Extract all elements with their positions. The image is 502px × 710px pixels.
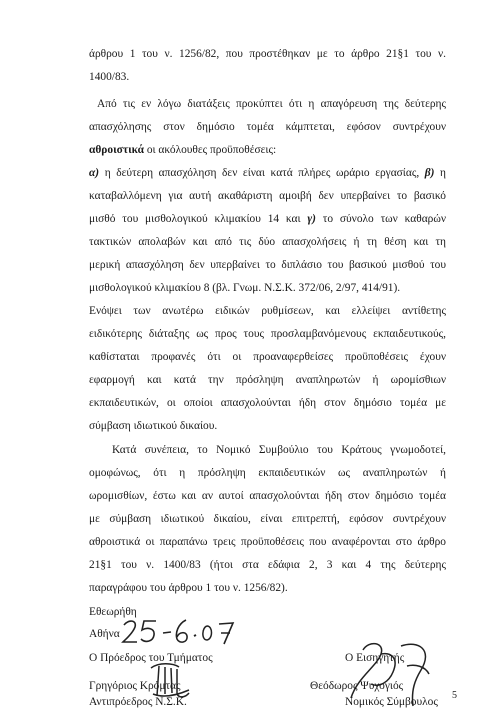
condition-text-a: η δεύτερη απασχόληση δεν είναι κατά πλήρες ωράριο εργασίας, xyxy=(99,167,425,179)
condition-line-4: τακτικών απολαβών και από τις δύο απασχολήσεις ή τη θέση και τη xyxy=(89,236,446,248)
paragraph-4-line-4: με σύμβαση ιδιωτικού δικαίου, είναι επιτρεπτή, εφόσον συντρέχουν xyxy=(89,513,446,525)
paragraph-4-line-2: ομοφώνως, ότι η πρόσληψη εκπαιδευτικών ως αναπληρωτών ή xyxy=(89,467,446,479)
paragraph-2-line-3-rest: οι ακόλουθες προϋποθέσεις: xyxy=(143,144,277,156)
condition-line-3-start: μισθό του μισθολογικού κλιμακίου 14 και xyxy=(89,213,308,225)
condition-label-a: α) xyxy=(89,167,100,179)
condition-line-5: μερική απασχόληση δεν υπερβαίνει το διπλάσιο του βασικού μισθού του xyxy=(89,259,446,271)
handwritten-date xyxy=(120,616,238,646)
paragraph-3-line-4: εφαρμογή και κατά την πρόσληψη αναπληρωτών ή ωρομίσθιων xyxy=(89,374,446,386)
paragraph-4-line-6: 21§1 του ν. 1400/83 (ήτοι στα εδάφια 2, 3 και 4 της δεύτερης xyxy=(89,559,446,571)
condition-line-2: καταβαλλόμενη για αυτή ακαθάριστη αμοιβή δεν υπερβαίνει το βασικό xyxy=(89,190,446,202)
condition-text-b: η xyxy=(434,167,446,179)
emphasis-cumulatively: αθροιστικά xyxy=(89,144,144,156)
paragraph-3-line-2: ειδικότερης διάταξης ως προς τους προσλαμβανόμενους εκπαιδευτικούς, xyxy=(89,328,446,340)
condition-line-1 xyxy=(89,167,446,180)
paragraph-2-line-3 xyxy=(89,144,446,157)
paragraph-4-line-5: αθροιστικά οι παραπάνω τρεις προϋποθέσεις που αναφέρονται στο άρθρο xyxy=(89,536,446,548)
condition-label-c: γ) xyxy=(307,213,316,225)
approval-label: Εθεωρήθη xyxy=(89,606,137,618)
page-number: 5 xyxy=(452,690,457,701)
paragraph-2-line-2: απασχόλησης στον δημόσιο τομέα κάμπτεται, εφόσον συντρέχουν xyxy=(89,121,446,133)
paragraph-3-line-1: Ενόψει των ανωτέρω ειδικών ρυθμίσεων, και ελλείψει αντίθετης xyxy=(89,305,446,317)
paragraph-3-line-5: εκπαιδευτικών, οι οποίοι απασχολούνται ήδη στον δημόσιο τομέα με xyxy=(89,397,446,409)
right-signatory-title: Ο Εισηγητής xyxy=(345,652,405,664)
right-signatory-role: Νομικός Σύμβουλος xyxy=(345,696,438,708)
right-signatory-name: Θεόδωρος Ψυχογιός xyxy=(310,680,404,692)
paragraph-4-line-1: Κατά συνέπεια, το Νομικό Συμβούλιο του Κράτους γνωμοδοτεί, xyxy=(112,444,446,456)
condition-line-3 xyxy=(89,213,446,226)
paragraph-4-line-7: παραγράφου του άρθρου 1 του ν. 1256/82). xyxy=(89,582,288,594)
paragraph-4-line-3: ωρομισθίων, έστω και αν αυτοί απασχολούνται ήδη στον δημόσιο τομέα xyxy=(89,490,446,502)
condition-line-6: μισθολογικού κλιμακίου 8 (βλ. Γνωμ. Ν.Σ.Κ. 372/06, 2/97, 414/91). xyxy=(89,282,401,294)
paragraph-3-line-6: σύμβαση ιδιωτικού δικαίου. xyxy=(89,420,218,432)
paragraph-1-line-2: 1400/83. xyxy=(89,71,130,83)
left-signatory-name: Γρηγόριος Κρόμτας xyxy=(89,680,181,692)
paragraph-2-line-1: Από τις εν λόγω διατάξεις προκύπτει ότι η απαγόρευση της δεύτερης xyxy=(97,98,446,110)
paragraph-3-line-3: καθίσταται προφανές ότι οι προαναφερθείσες προϋποθέσεις έχουν xyxy=(89,351,446,363)
left-signatory-role: Αντιπρόεδρος Ν.Σ.Κ. xyxy=(89,696,187,708)
condition-label-b: β) xyxy=(424,167,435,179)
left-signatory-title: Ο Πρόεδρος του Τμήματος xyxy=(89,652,213,664)
condition-line-3-end: το σύνολο των καθαρών xyxy=(315,213,446,225)
approval-place: Αθήνα xyxy=(89,628,120,640)
paragraph-1-line-1: άρθρου 1 του ν. 1256/82, που προστέθηκαν με το άρθρο 21§1 του ν. xyxy=(89,48,446,60)
